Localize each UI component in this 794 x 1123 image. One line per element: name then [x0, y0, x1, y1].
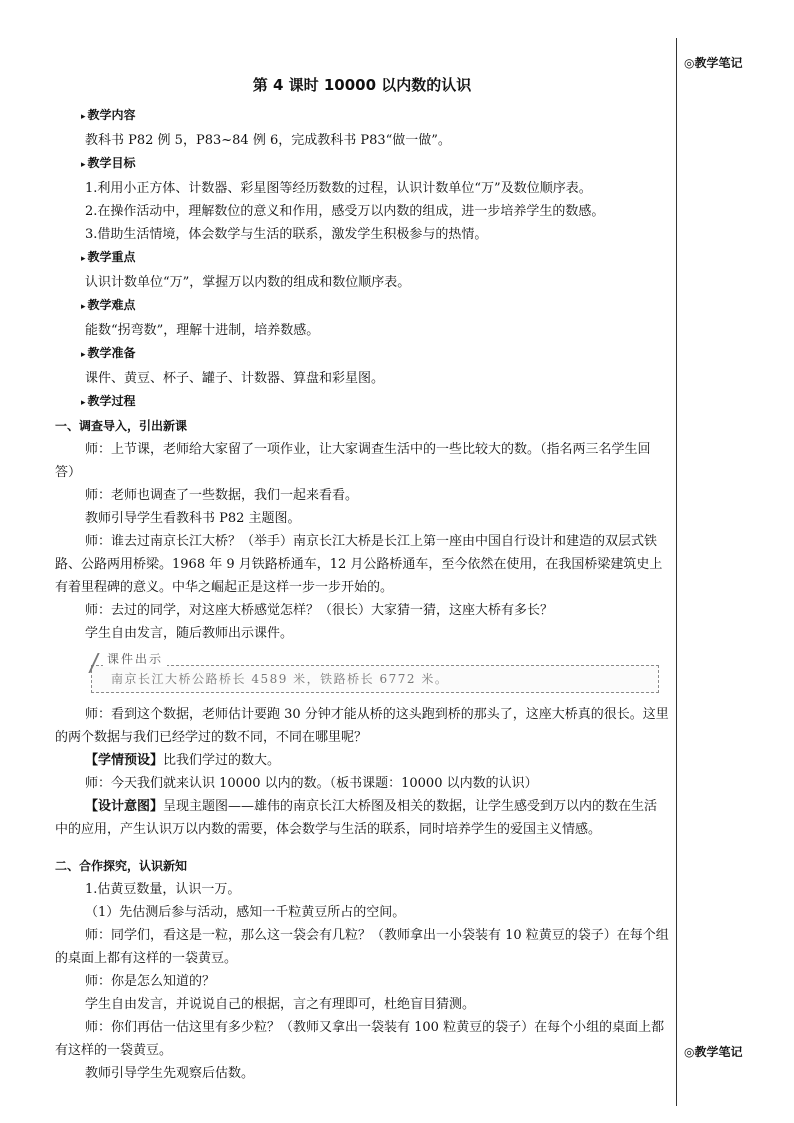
- section-heading: ▸ 教学过程: [81, 390, 669, 415]
- lesson-plan: [55, 72, 669, 1085]
- tag-text: 呈现主题图——雄伟的南京长江大桥图及相关的数据，让学生感受到万以内的数在生活中的应用，产生认识万以内数的需要，体会数学与生活的联系，同时培养学生的爱国主义情感。: [55, 799, 658, 837]
- teaching-notes-label: ◎教学笔记: [684, 56, 743, 70]
- list-item: 2.在操作活动中，理解数位的意义和作用，感受万以内数的组成，进一步培养学生的数感。: [85, 204, 605, 219]
- paragraph: 师：看到这个数据，老师估计要跑 30 分钟才能从桥的这头跑到桥的那头了，这座大桥真的很长。这里的两个数据与我们已经学过的数不同，不同在哪里呢？: [55, 707, 669, 745]
- paragraph: [55, 749, 669, 772]
- paragraph: 课件、黄豆、杯子、罐子、计数器、算盘和彩星图。: [85, 371, 385, 386]
- paragraph: 学生自由发言，并说说自己的根据，言之有理即可，杜绝盲目猜测。: [85, 997, 476, 1012]
- page-title: 第 4 课时 10000 以内数的认识: [252, 76, 472, 94]
- paragraph: 师：老师也调查了一些数据，我们一起来看看。: [85, 488, 359, 503]
- paragraph: 教师引导学生先观察后估数。: [85, 1066, 255, 1081]
- paragraph: 师：你是怎么知道的？: [85, 974, 216, 989]
- teaching-notes-label: ◎教学笔记: [684, 1045, 743, 1059]
- paragraph: 师：同学们，看这是一粒，那么这一袋会有几粒？（教师拿出一小袋装有 10 粒黄豆的袋子）在每个组的桌面上都有这样的一袋黄豆。: [55, 928, 669, 966]
- paragraph: 能数“拐弯数”，理解十进制，培养数感。: [85, 323, 320, 338]
- tag-label: 【学情预设】: [85, 753, 164, 768]
- part-title: 一、调查导入，引出新课: [55, 419, 188, 433]
- paragraph: 学生自由发言，随后教师出示课件。: [85, 626, 294, 641]
- courseware-text: 南京长江大桥公路桥长 4589 米，铁路桥长 6772 米。: [111, 672, 449, 686]
- paragraph: [55, 795, 669, 841]
- margin-divider: [676, 38, 677, 1106]
- part-title: 二、合作探究，认识新知: [55, 859, 188, 873]
- tag-text: 比我们学过的数大。: [163, 753, 281, 768]
- paragraph: 教师引导学生看教科书 P82 主题图。: [85, 511, 301, 526]
- section-heading: ▸ 教学重点: [81, 246, 669, 271]
- paragraph: 师：谁去过南京长江大桥？（举手）南京长江大桥是长江上第一座由中国自行设计和建造的双层式铁路、公路两用桥梁。1968 年 9 月铁路桥通车，12 月公路桥通车，至今依然在使用，在我国桥梁建筑史上有着里程碑的意义。中华之崛起正是这样一步一步开始的。: [55, 534, 663, 595]
- paragraph: 师：你们再估一估这里有多少粒？（教师又拿出一袋装有 100 粒黄豆的袋子）在每个小组的桌面上都有这样的一袋黄豆。: [55, 1020, 665, 1058]
- courseware-label: 课件出示: [103, 651, 167, 667]
- paragraph: 师：上节课，老师给大家留了一项作业，让大家调查生活中的一些比较大的数。（指名两三名学生回答）: [55, 442, 651, 480]
- section-heading: ▸ 教学准备: [81, 342, 669, 367]
- paragraph: 教科书 P82 例 5，P83~84 例 6，完成教科书 P83“做一做”。: [85, 133, 451, 148]
- section-heading: ▸ 教学目标: [81, 152, 669, 177]
- section-heading: ▸ 教学内容: [81, 104, 669, 129]
- tag-label: 【设计意图】: [85, 799, 164, 814]
- paragraph: 1.估黄豆数量，认识一万。: [85, 882, 241, 897]
- list-item: 1.利用小正方体、计数器、彩星图等经历数数的过程，认识计数单位“万”及数位顺序表。: [85, 181, 592, 196]
- paragraph: 认识计数单位“万”，掌握万以内数的组成和数位顺序表。: [85, 275, 411, 290]
- paragraph: 师：今天我们就来认识 10000 以内的数。（板书课题：10000 以内数的认识）: [85, 776, 538, 791]
- section-heading: ▸ 教学难点: [81, 294, 669, 319]
- paragraph: 师：去过的同学，对这座大桥感觉怎样？（很长）大家猜一猜，这座大桥有多长？: [85, 603, 554, 618]
- list-item: 3.借助生活情境，体会数学与生活的联系，激发学生积极参与的热情。: [85, 227, 488, 242]
- paragraph: （1）先估测后参与活动，感知一千粒黄豆所占的空间。: [85, 905, 406, 920]
- courseware-box: [91, 653, 659, 695]
